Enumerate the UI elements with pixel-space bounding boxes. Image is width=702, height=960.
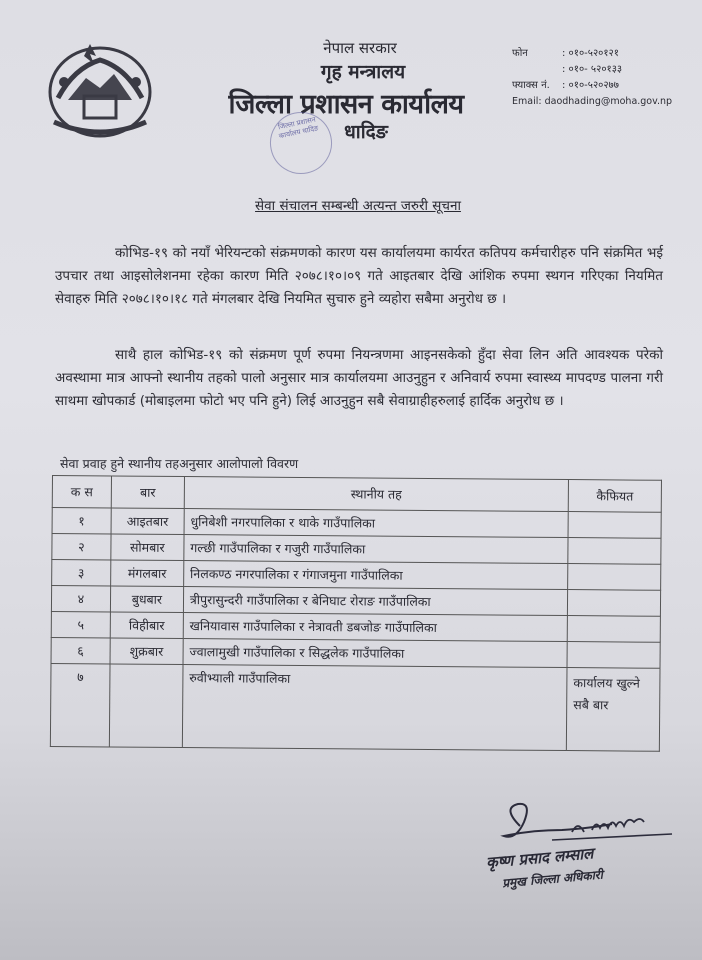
ministry-name: गृह मन्त्रालय <box>320 61 406 83</box>
government-name: नेपाल सरकार <box>323 39 397 57</box>
notice-subject: सेवा संचालन सम्बन्धी अत्यन्त जरुरी सूचना <box>255 198 461 214</box>
row-day: मंगलबार <box>111 560 184 587</box>
row-sn: २ <box>52 534 111 560</box>
row-day: सोमबार <box>111 534 184 561</box>
row-sn: ६ <box>51 637 110 663</box>
table-header-row <box>52 476 661 513</box>
rotation-schedule-table <box>50 475 662 752</box>
fax-number: : ०१०-५२०२७७ <box>562 80 619 91</box>
district-name: धादिङ <box>344 121 388 143</box>
row-remark <box>568 538 661 565</box>
email-label: Email: <box>512 96 542 107</box>
fax-label: फ्याक्स नं. <box>512 80 550 91</box>
row-remark: कार्यालय खुल्ने सबै बार <box>566 668 660 752</box>
row-remark <box>568 512 661 539</box>
header-remarks: कैफियत <box>568 480 661 513</box>
row-day: बुधबार <box>110 586 183 613</box>
office-stamp: जिल्ला प्रशासन कार्यालय धादिङ <box>264 106 338 180</box>
phone-number-1: : ०१०-५२०१२१ <box>562 48 619 59</box>
paragraph-2: साथै हाल कोभिड-१९ को संक्रमण पूर्ण रुपमा नियन्त्रणमा आइनसकेको हुँदा सेवा लिन अति आवश्यक परेको अवस्थामा मात्र आफ्नो स्थानीय तहको पालो अनुसार मात्र कार्यालयमा आउनुहुन र अनिवार्य रुपमा स्वास्थ्य मापदण्ड पालना गरी साथमा खोपकार्ड (मोबाइलमा फोटो भए पनि हुने) लिई आउनुहुन सबै सेवाग्राहीहरुलाई हार्दिक अनुरोध छ । <box>55 347 663 409</box>
header-local-level: स्थानीय तह <box>184 477 568 512</box>
row-day <box>109 664 183 748</box>
row-sn: ४ <box>51 586 110 612</box>
office-name: जिल्ला प्रशासन कार्यालय <box>228 89 464 120</box>
row-remark <box>567 590 660 617</box>
phone-label: फोन <box>512 48 528 59</box>
row-local-level: गल्छी गाउँपालिका र गजुरी गाउँपालिका <box>184 535 568 564</box>
row-sn: १ <box>52 508 111 534</box>
row-local-level: ज्वालामुखी गाउँपालिका र सिद्धलेक गाउँपालिका <box>183 639 567 668</box>
table-row <box>50 663 660 751</box>
row-day: आइतबार <box>111 508 184 535</box>
row-remark <box>567 616 660 643</box>
email-address: daodhading@moha.gov.np <box>544 96 673 107</box>
row-day: विहीबार <box>110 612 183 639</box>
row-sn: ७ <box>50 663 110 746</box>
officer-name: कृष्ण प्रसाद लम्साल <box>485 844 594 872</box>
officer-title: प्रमुख जिल्ला अधिकारी <box>501 867 604 891</box>
row-sn: ५ <box>51 611 110 637</box>
row-local-level: निलकण्ठ नगरपालिका र गंगाजमुना गाउँपालिका <box>183 561 567 590</box>
nepal-emblem-icon <box>44 38 156 142</box>
row-sn: ३ <box>52 560 111 586</box>
row-remark <box>568 564 661 591</box>
row-remark <box>567 642 660 669</box>
paragraph-1: कोभिड-१९ को नयाँ भेरियन्टको संक्रमणको कारण यस कार्यालयमा कार्यरत कतिपय कर्मचारीहरु पनि संक्रमित भई उपचार तथा आइसोलेशनमा रहेका कारण मिति २०७८।१०।०९ गते आइतबार देखि आंशिक रुपमा स्थगन गरिएका नियमित सेवाहरु मिति २०७८।१०।१८ गते मंगलबार देखि नियमित सुचारु हुने व्यहोरा सबैमा अनुरोध छ । <box>55 245 663 307</box>
row-local-level: खनियावास गाउँपालिका र नेत्रावती डबजोङ गाउँपालिका <box>183 613 567 642</box>
contact-block <box>512 46 672 110</box>
table-caption: सेवा प्रवाह हुने स्थानीय तहअनुसार आलोपालो विवरण <box>60 456 299 471</box>
row-local-level: धुनिबेशी नगरपालिका र थाके गाउँपालिका <box>184 509 568 538</box>
header-sn: क स <box>52 476 111 508</box>
header-day: बार <box>111 476 184 509</box>
phone-number-2: : ०१०- ५२०१३३ <box>562 64 623 75</box>
row-local-level: रुवीभ्याली गाउँपालिका <box>182 665 567 751</box>
row-local-level: त्रीपुरासुन्दरी गाउँपालिका र बेनिघाट रोराङ गाउँपालिका <box>183 587 567 616</box>
row-day: शुक्रबार <box>110 638 183 665</box>
